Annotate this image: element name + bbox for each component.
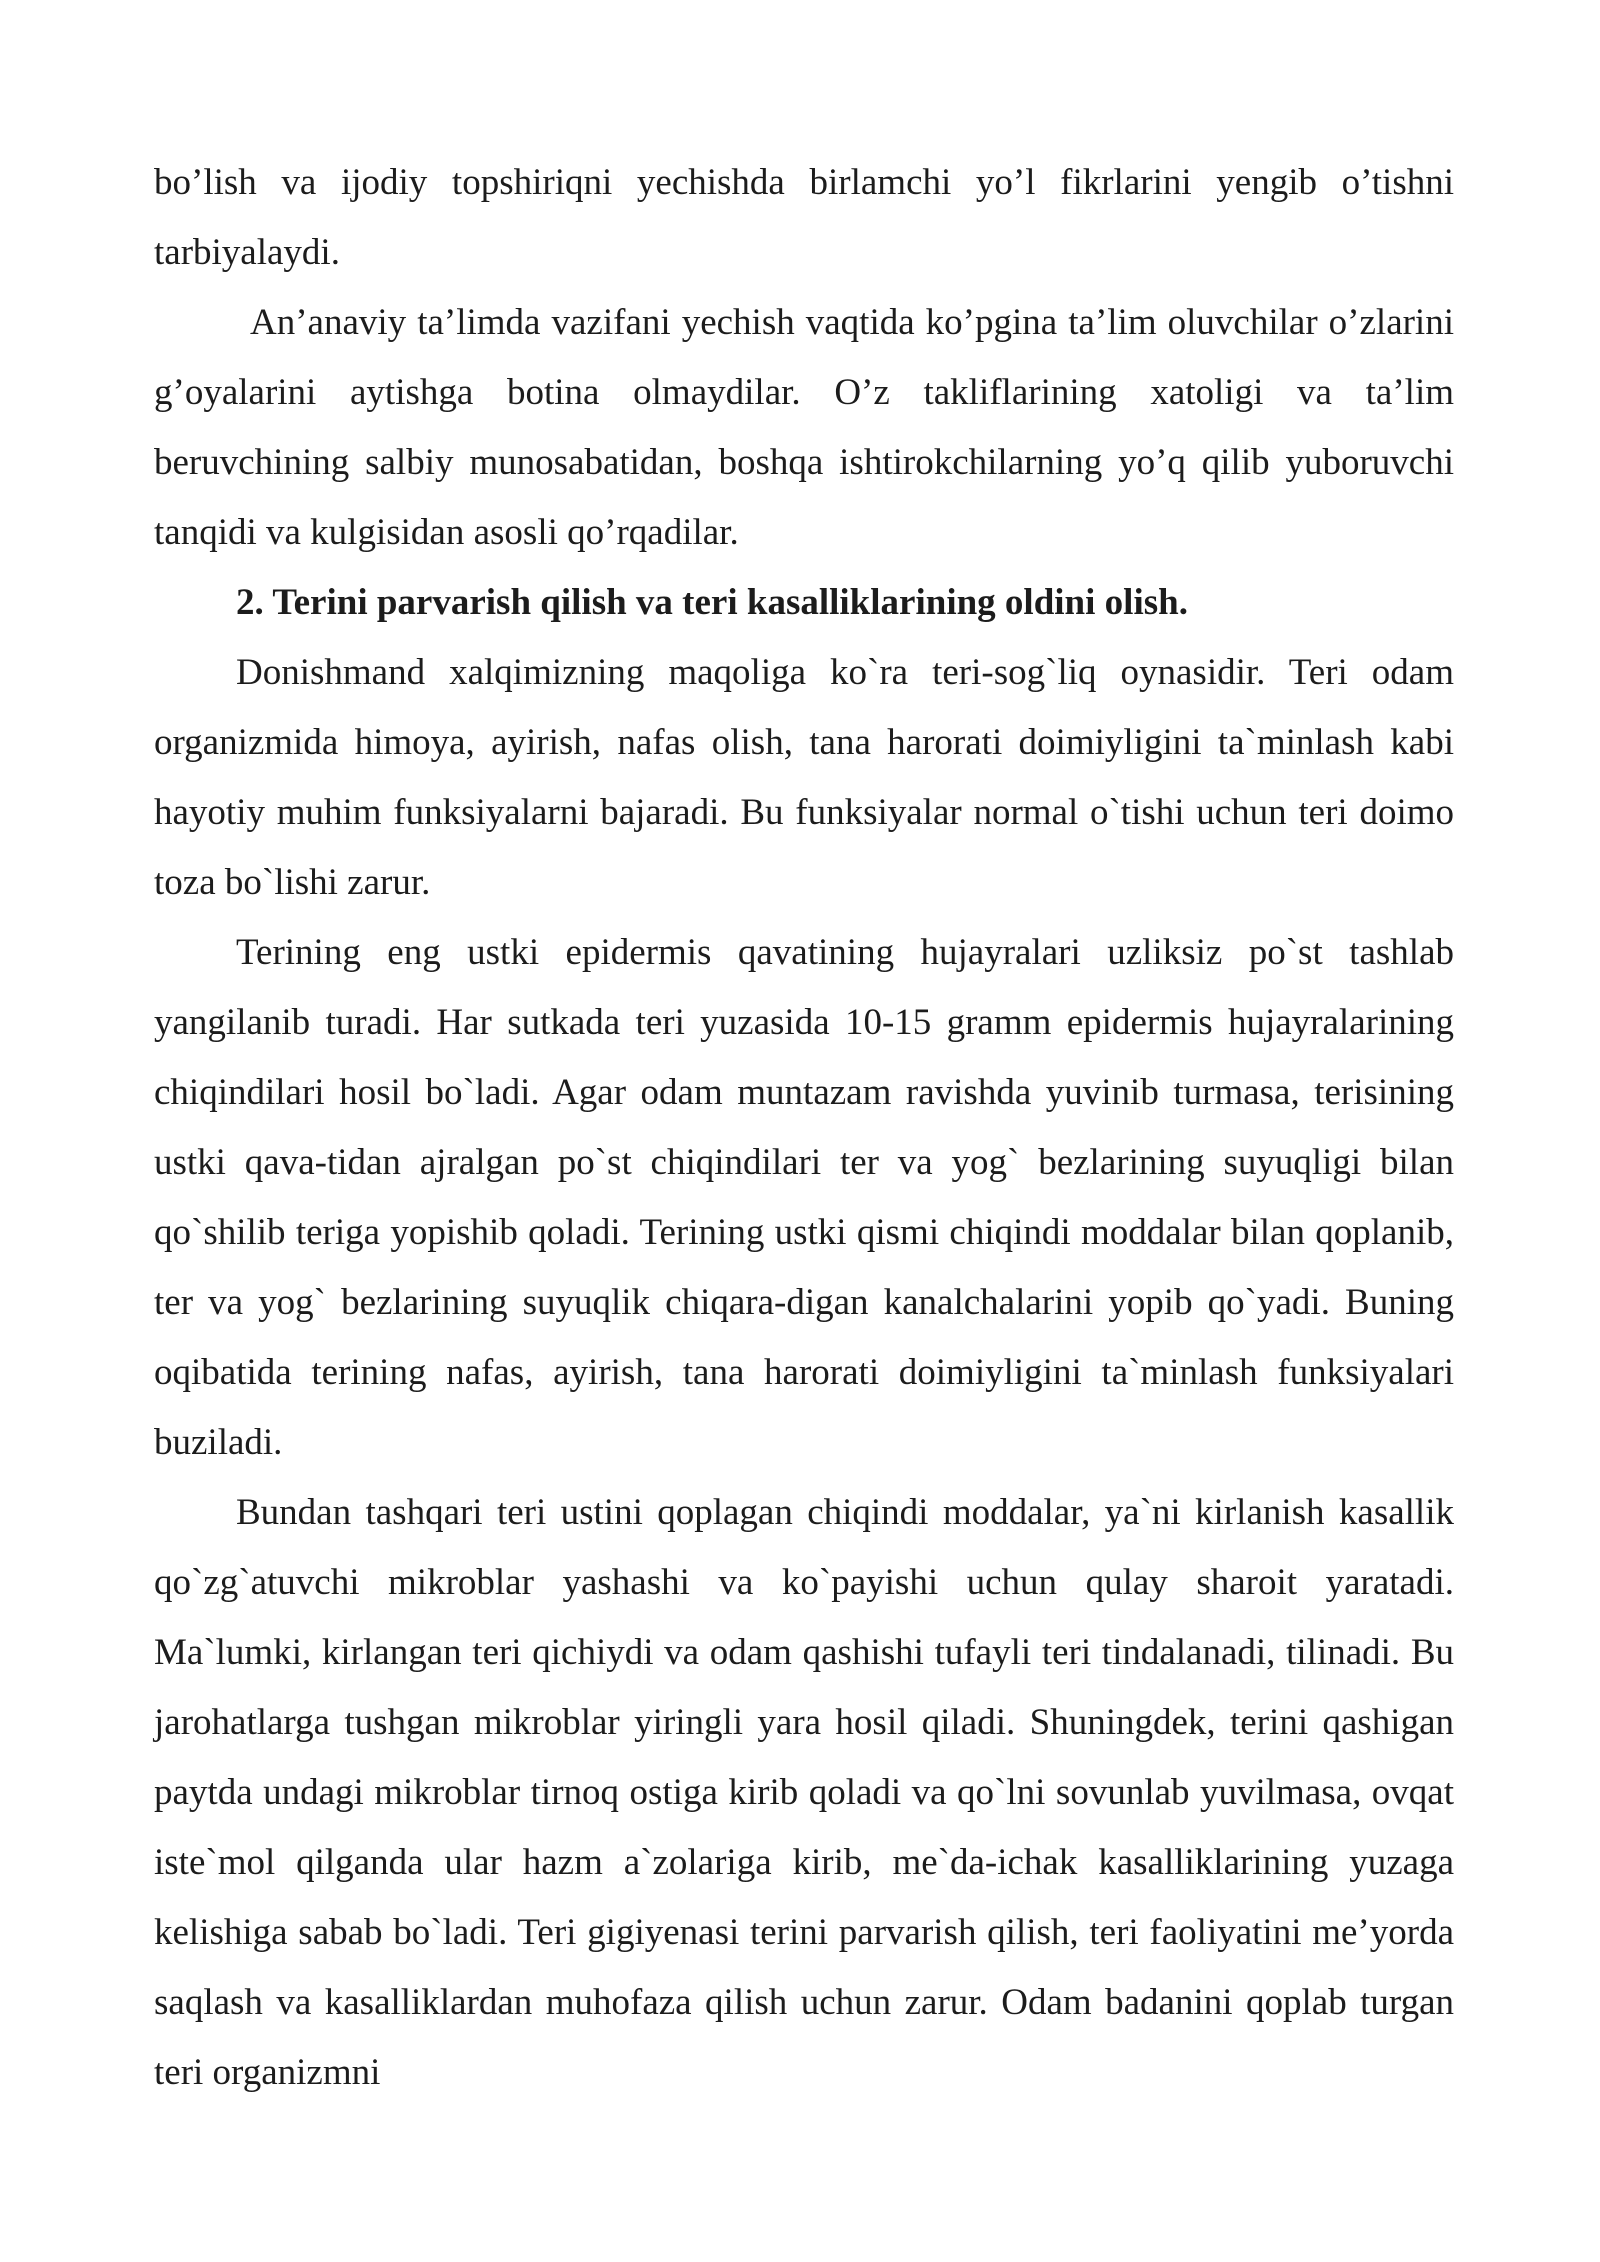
section-heading: 2. Terini parvarish qilish va teri kasalliklarining oldini olish.	[236, 582, 1188, 623]
paragraph-continuation: bo’lish va ijodiy topshiriqni yechishda birlamchi yo’l fikrlarini yengib o’tishni tarbiyalaydi.	[154, 162, 1454, 273]
paragraph-microbes: Bundan tashqari teri ustini qoplagan chiqindi moddalar, ya`ni kirlanish kasallik qo`zg`atuvchi mikroblar yashashi va ko`payishi uchun qulay sharoit yaratadi. Ma`lumki, kirlangan teri qichiydi va odam qashishi tufayli teri tindalanadi, tilinadi. Bu jarohatlarga tushgan mikroblar yiringli yara hosil qiladi. Shuningdek, terini qashigan paytda undagi mikroblar tirnoq ostiga kirib qoladi va qo`lni sovunlab yuvilmasa, ovqat iste`mol qilganda ular hazm a`zolariga kirib, me`da-ichak kasalliklarining yuzaga kelishiga sabab bo`ladi. Teri gigiyenasi terini parvarish qilish, teri faoliyatini me’yorda saqlash va kasalliklardan muhofaza qilish uchun zarur. Odam badanini qoplab turgan teri organizmni	[154, 1492, 1454, 2093]
document-page	[154, 148, 1454, 2108]
paragraph-epidermis: Terining eng ustki epidermis qavatining hujayralari uzliksiz po`st tashlab yangilanib turadi. Har sutkada teri yuzasida 10-15 gramm epidermis hujayralarining chiqindilari hosil bo`ladi. Agar odam muntazam ravishda yuvinib turmasa, terisining ustki qava-tidan ajralgan po`st chiqindilari ter va yog` bezlarining suyuqligi bilan qo`shilib teriga yopishib qoladi. Terining ustki qismi chiqindi moddalar bilan qoplanib, ter va yog` bezlarining suyuqlik chiqara-digan kanalchalarini yopib qo`yadi. Buning oqibatida terining nafas, ayirish, tana harorati doimiyligini ta`minlash funksiyalari buziladi.	[154, 932, 1454, 1463]
paragraph-skin-mirror: Donishmand xalqimizning maqoliga ko`ra teri-sog`liq oynasidir. Teri odam organizmida himoya, ayirish, nafas olish, tana harorati doimiyligini ta`minlash kabi hayotiy muhim funksiyalarni bajaradi. Bu funksiyalar normal o`tishi uchun teri doimo toza bo`lishi zarur.	[154, 652, 1454, 903]
paragraph-traditional-education: An’anaviy ta’limda vazifani yechish vaqtida ko’pgina ta’lim oluvchilar o’zlarini g’oyalarini aytishga botina olmaydilar. O’z takliflarining xatoligi va ta’lim beruvchining salbiy munosabatidan, boshqa ishtirokchilarning yo’q qilib yuboruvchi tanqidi va kulgisidan asosli qo’rqadilar.	[154, 302, 1454, 553]
